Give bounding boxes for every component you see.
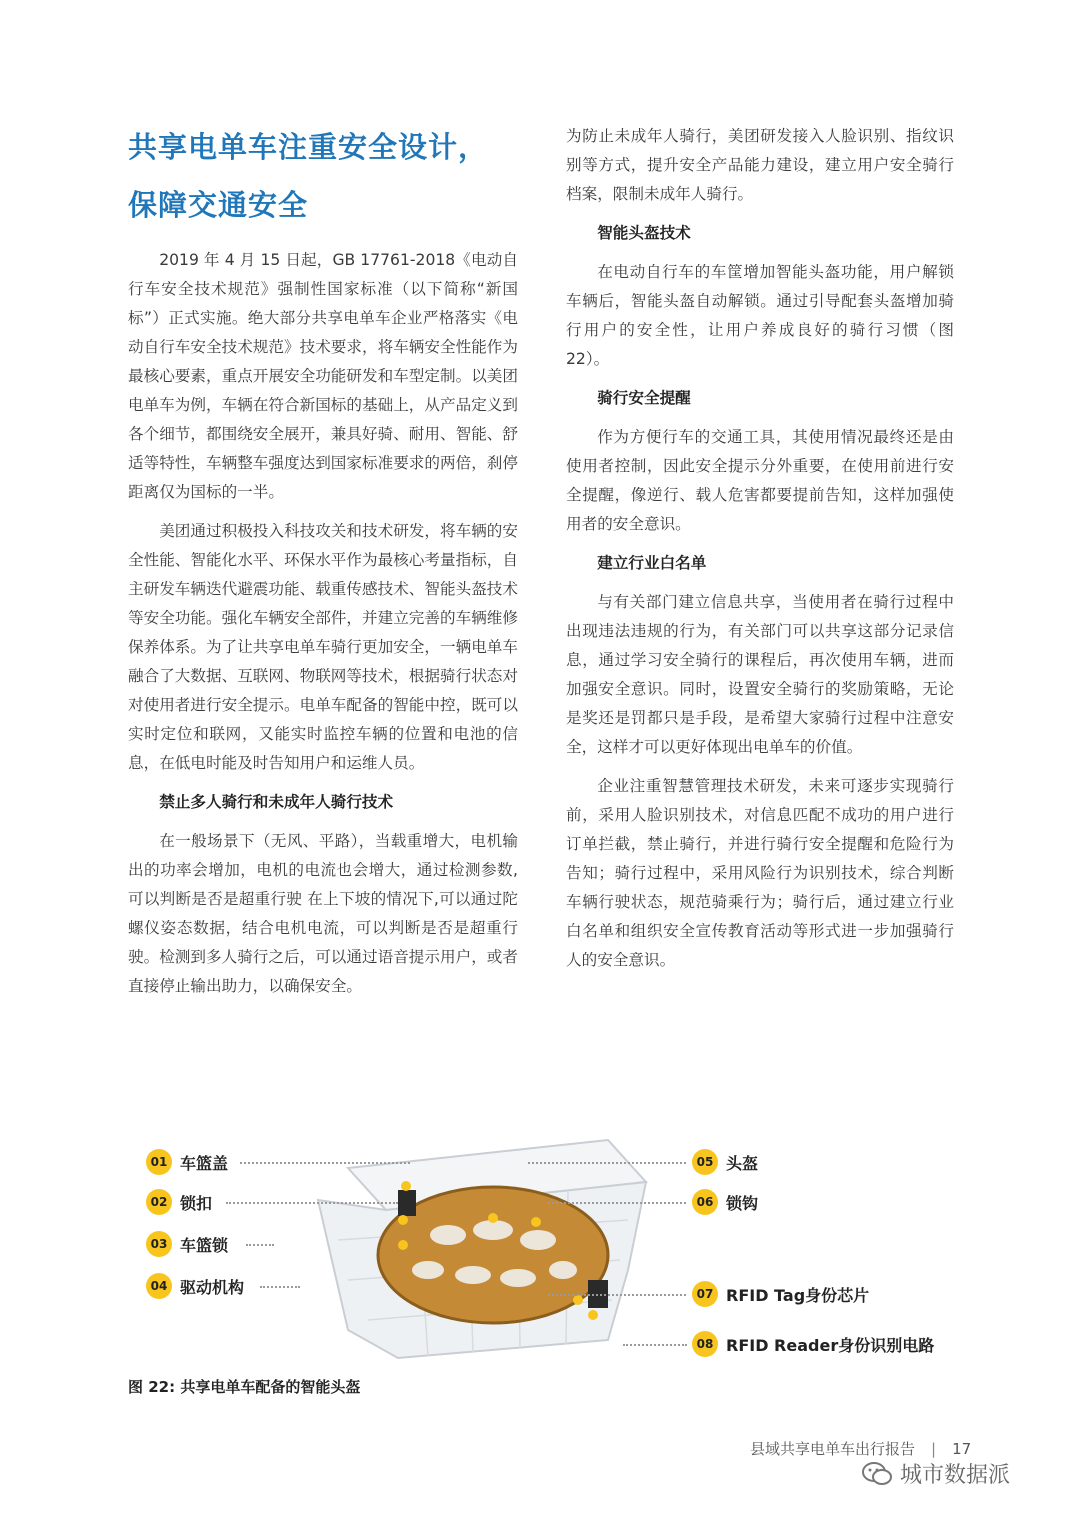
leader-line	[246, 1244, 274, 1246]
figure-label	[692, 1148, 758, 1176]
title-line-1: 共享电单车注重安全设计，	[128, 130, 489, 164]
label-text: 锁扣	[180, 1193, 213, 1213]
figure-label	[146, 1272, 244, 1300]
left-column	[128, 118, 518, 1011]
footer-separator: |	[931, 1439, 937, 1458]
report-title: 县域共享电单车出行报告	[750, 1440, 916, 1458]
page-number: 17	[952, 1439, 972, 1458]
label-text: 驱动机构	[180, 1277, 245, 1297]
page-footer	[750, 1438, 971, 1459]
leader-line	[548, 1294, 686, 1296]
figure-label	[146, 1148, 228, 1176]
figure-label	[146, 1230, 228, 1258]
figure-label	[146, 1188, 212, 1216]
label-number-badge: 07	[692, 1281, 718, 1307]
leader-line	[548, 1202, 686, 1204]
leader-line	[260, 1286, 300, 1288]
helmet-figure	[128, 1130, 958, 1370]
section-heading: 禁止多人骑行和未成年人骑行技术	[159, 793, 394, 811]
paragraph: 与有关部门建立信息共享，当使用者在骑行过程中出现违法违规的行为，有关部门可以共享这部分记录信息，通过学习安全骑行的课程后，再次使用车辆，进而加强安全意识。同时，设置安全骑行的奖励策略，无论是奖还是罚都只是手段，是希望大家骑行过程中注意安全，这样才可以更好体现出电单车的价值。	[566, 593, 954, 756]
label-text: RFID Tag身份芯片	[726, 1285, 870, 1305]
figure-label	[692, 1280, 869, 1308]
basket-helmet-illustration	[308, 1130, 648, 1360]
paragraph: 为防止未成年人骑行，美团研发接入人脸识别、指纹识别等方式，提升安全产品能力建设，建立用户安全骑行档案，限制未成年人骑行。	[566, 127, 954, 203]
label-number-badge: 04	[146, 1273, 172, 1299]
page-title	[128, 118, 518, 234]
right-column	[566, 122, 954, 985]
label-number-badge: 01	[146, 1149, 172, 1175]
title-line-2: 保障交通安全	[128, 188, 309, 222]
label-number-badge: 03	[146, 1231, 172, 1257]
label-number-badge: 05	[692, 1149, 718, 1175]
figure-label	[692, 1330, 934, 1358]
section-heading: 智能头盔技术	[597, 224, 691, 242]
label-text: 车篮锁	[180, 1235, 229, 1255]
paragraph: 作为方便行车的交通工具，其使用情况最终还是由使用者控制，因此安全提示分外重要，在使用前进行安全提醒，像逆行、载人危害都要提前告知，这样加强使用者的安全意识。	[566, 428, 954, 533]
paragraph: 美团通过积极投入科技攻关和技术研发，将车辆的安全性能、智能化水平、环保水平作为最核心考量指标，自主研发车辆迭代避震功能、载重传感技术、智能头盔技术等安全功能。强化车辆安全部件，并建立完善的车辆维修保养体系。为了让共享电单车骑行更加安全，一辆电单车融合了大数据、互联网、物联网等技术，根据骑行状态对对使用者进行安全提示。电单车配备的智能中控，既可以实时定位和联网，又能实时监控车辆的位置和电池的信息，在低电时能及时告知用户和运维人员。	[128, 522, 518, 772]
label-number-badge: 08	[692, 1331, 718, 1357]
label-number-badge: 02	[146, 1189, 172, 1215]
paragraph: 2019 年 4 月 15 日起，GB 17761-2018《电动自行车安全技术规范》强制性国家标准（以下简称“新国标”）正式实施。绝大部分共享电单车企业严格落实《电动自行车安全技术规范》技术要求，将车辆安全性能作为最核心要素，重点开展安全功能研发和车型定制。以美团电单车为例，车辆在符合新国标的基础上，从产品定义到各个细节，都围绕安全展开，兼具好骑、耐用、智能、舒适等特性，车辆整车强度达到国家标准要求的两倍，刹停距离仅为国标的一半。	[128, 251, 518, 501]
paragraph: 在一般场景下（无风、平路），当载重增大，电机输出的功率会增加，电机的电流也会增大，通过检测参数,可以判断是否是超重行驶 在上下坡的情况下,可以通过陀螺仪姿态数据，结合电机电流，可以判断是否是超重行驶。检测到多人骑行之后，可以通过语音提示用户，或者直接停止输出助力，以确保安全。	[128, 832, 518, 995]
leader-line	[623, 1344, 687, 1346]
section-heading: 建立行业白名单	[597, 554, 707, 572]
watermark	[862, 1458, 1010, 1489]
label-text: 锁钩	[726, 1193, 759, 1213]
paragraph: 在电动自行车的车筐增加智能头盔功能，用户解锁车辆后，智能头盔自动解锁。通过引导配套头盔增加骑行用户的安全性，让用户养成良好的骑行习惯（图 22）。	[566, 263, 954, 368]
paragraph: 企业注重智慧管理技术研发，未来可逐步实现骑行前，采用人脸识别技术，对信息匹配不成功的用户进行订单拦截，禁止骑行，并进行骑行安全提醒和危险行为告知；骑行过程中，采用风险行为识别技术，综合判断车辆行驶状态，规范骑乘行为；骑行后，通过建立行业白名单和组织安全宣传教育活动等形式进一步加强骑行人的安全意识。	[566, 777, 954, 969]
label-text: 头盔	[726, 1153, 759, 1173]
leader-line	[240, 1162, 410, 1164]
figure-label	[692, 1188, 758, 1216]
label-number-badge: 06	[692, 1189, 718, 1215]
leader-line	[226, 1202, 398, 1204]
wechat-icon	[862, 1461, 892, 1487]
figure-caption: 图 22: 共享电单车配备的智能头盔	[128, 1378, 361, 1396]
label-text: RFID Reader身份识别电路	[726, 1335, 935, 1355]
label-text: 车篮盖	[180, 1153, 229, 1173]
watermark-text: 城市数据派	[900, 1463, 1011, 1488]
leader-line	[528, 1162, 686, 1164]
section-heading: 骑行安全提醒	[597, 389, 691, 407]
